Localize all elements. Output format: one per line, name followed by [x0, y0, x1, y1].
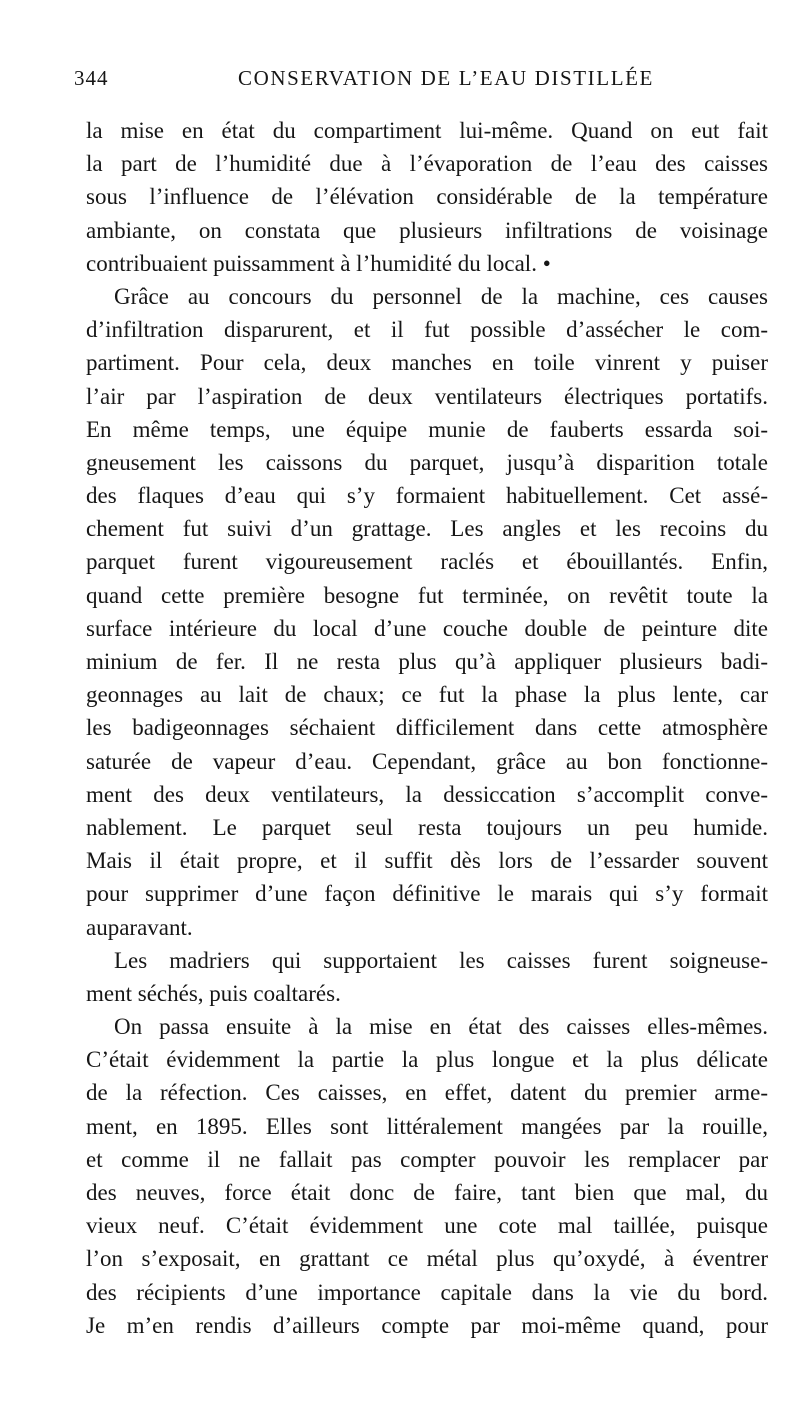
text-line: de la réfection. Ces caisses, en effet, datent du premier arme- — [86, 1080, 768, 1106]
text-line: nablement. Le parquet seul resta toujours un peu humide. — [86, 814, 768, 840]
text-line: Les madriers qui supportaient les caisses furent soigneuse- — [114, 947, 768, 973]
text-line: des neuves, force était donc de faire, tant bien que mal, du — [86, 1180, 768, 1205]
text-line: saturée de vapeur d’eau. Cependant, grâce au bon fonctionne- — [86, 748, 768, 774]
text-line: Je m’en rendis d’ailleurs compte par moi-même quand, pour — [86, 1312, 768, 1338]
text-line: la part de l’humidité due à l’évaporation de l’eau des caisses — [86, 151, 768, 177]
text-line: sous l’influence de l’élévation considérable de la température — [86, 184, 768, 210]
paragraph — [86, 114, 768, 280]
text-line: contribuaient puissamment à l’humidité du local. • — [86, 250, 551, 276]
text-line: On passa ensuite à la mise en état des caisses elles-mêmes. — [114, 1014, 768, 1040]
paragraph — [86, 1010, 768, 1342]
body-text — [86, 114, 768, 1342]
text-line: ment séchés, puis coaltarés. — [86, 980, 341, 1006]
text-line: Grâce au concours du personnel de la machine, ces causes — [114, 283, 768, 309]
text-line: minium de fer. Il ne resta plus qu’à appliquer plusieurs badi- — [86, 649, 768, 674]
text-line: geonnages au lait de chaux; ce fut la phase la plus lente, car — [86, 682, 768, 708]
text-line: En même temps, une équipe munie de fauberts essarda soi- — [86, 416, 768, 442]
text-line: gneusement les caissons du parquet, jusqu’à disparition totale — [86, 449, 768, 475]
text-line: partiment. Pour cela, deux manches en toile vinrent y puiser — [86, 350, 768, 376]
text-line: l’on s’exposait, en grattant ce métal plus qu’oxydé, à éventrer — [86, 1246, 768, 1272]
text-line: la mise en état du compartiment lui-même. Quand on eut fait — [86, 118, 768, 143]
text-line: d’infiltration disparurent, et il fut possible d’assécher le com- — [86, 317, 768, 343]
text-line: vieux neuf. C’était évidemment une cote mal taillée, puisque — [86, 1213, 768, 1239]
text-line: des flaques d’eau qui s’y formaient habituellement. Cet assé- — [86, 483, 768, 509]
text-line: surface intérieure du local d’une couche double de peinture dite — [86, 615, 768, 641]
text-line: chement fut suivi d’un grattage. Les angles et les recoins du — [86, 516, 768, 542]
text-line: ambiante, on constata que plusieurs infiltrations de voisinage — [86, 217, 768, 243]
text-line: C’était évidemment la partie la plus longue et la plus délicate — [86, 1047, 768, 1073]
paragraph — [86, 280, 768, 944]
text-line: pour supprimer d’une façon définitive le marais qui s’y formait — [86, 881, 768, 907]
text-line: auparavant. — [86, 914, 193, 940]
text-line: ment des deux ventilateurs, la dessiccation s’accomplit conve- — [86, 781, 768, 807]
text-line: l’air par l’aspiration de deux ventilateurs électriques portatifs. — [86, 383, 768, 409]
text-line: des récipients d’une importance capitale dans la vie du bord. — [86, 1279, 768, 1305]
page-header — [74, 66, 766, 106]
text-line: Mais il était propre, et il suffit dès lors de l’essarder souvent — [86, 848, 768, 874]
text-line: ment, en 1895. Elles sont littéralement mangées par la rouille, — [86, 1113, 768, 1139]
text-line: et comme il ne fallait pas compter pouvoir les remplacer par — [86, 1146, 768, 1172]
running-title: CONSERVATION DE L’EAU DISTILLÉE — [238, 66, 654, 90]
paragraph — [86, 944, 768, 1010]
page-number: 344 — [74, 66, 109, 90]
text-line: les badigeonnages séchaient difficilement dans cette atmosphère — [86, 715, 768, 741]
text-line: quand cette première besogne fut terminée, on revêtit toute la — [86, 582, 768, 608]
text-line: parquet furent vigoureusement raclés et ébouillantés. Enfin, — [86, 549, 768, 575]
